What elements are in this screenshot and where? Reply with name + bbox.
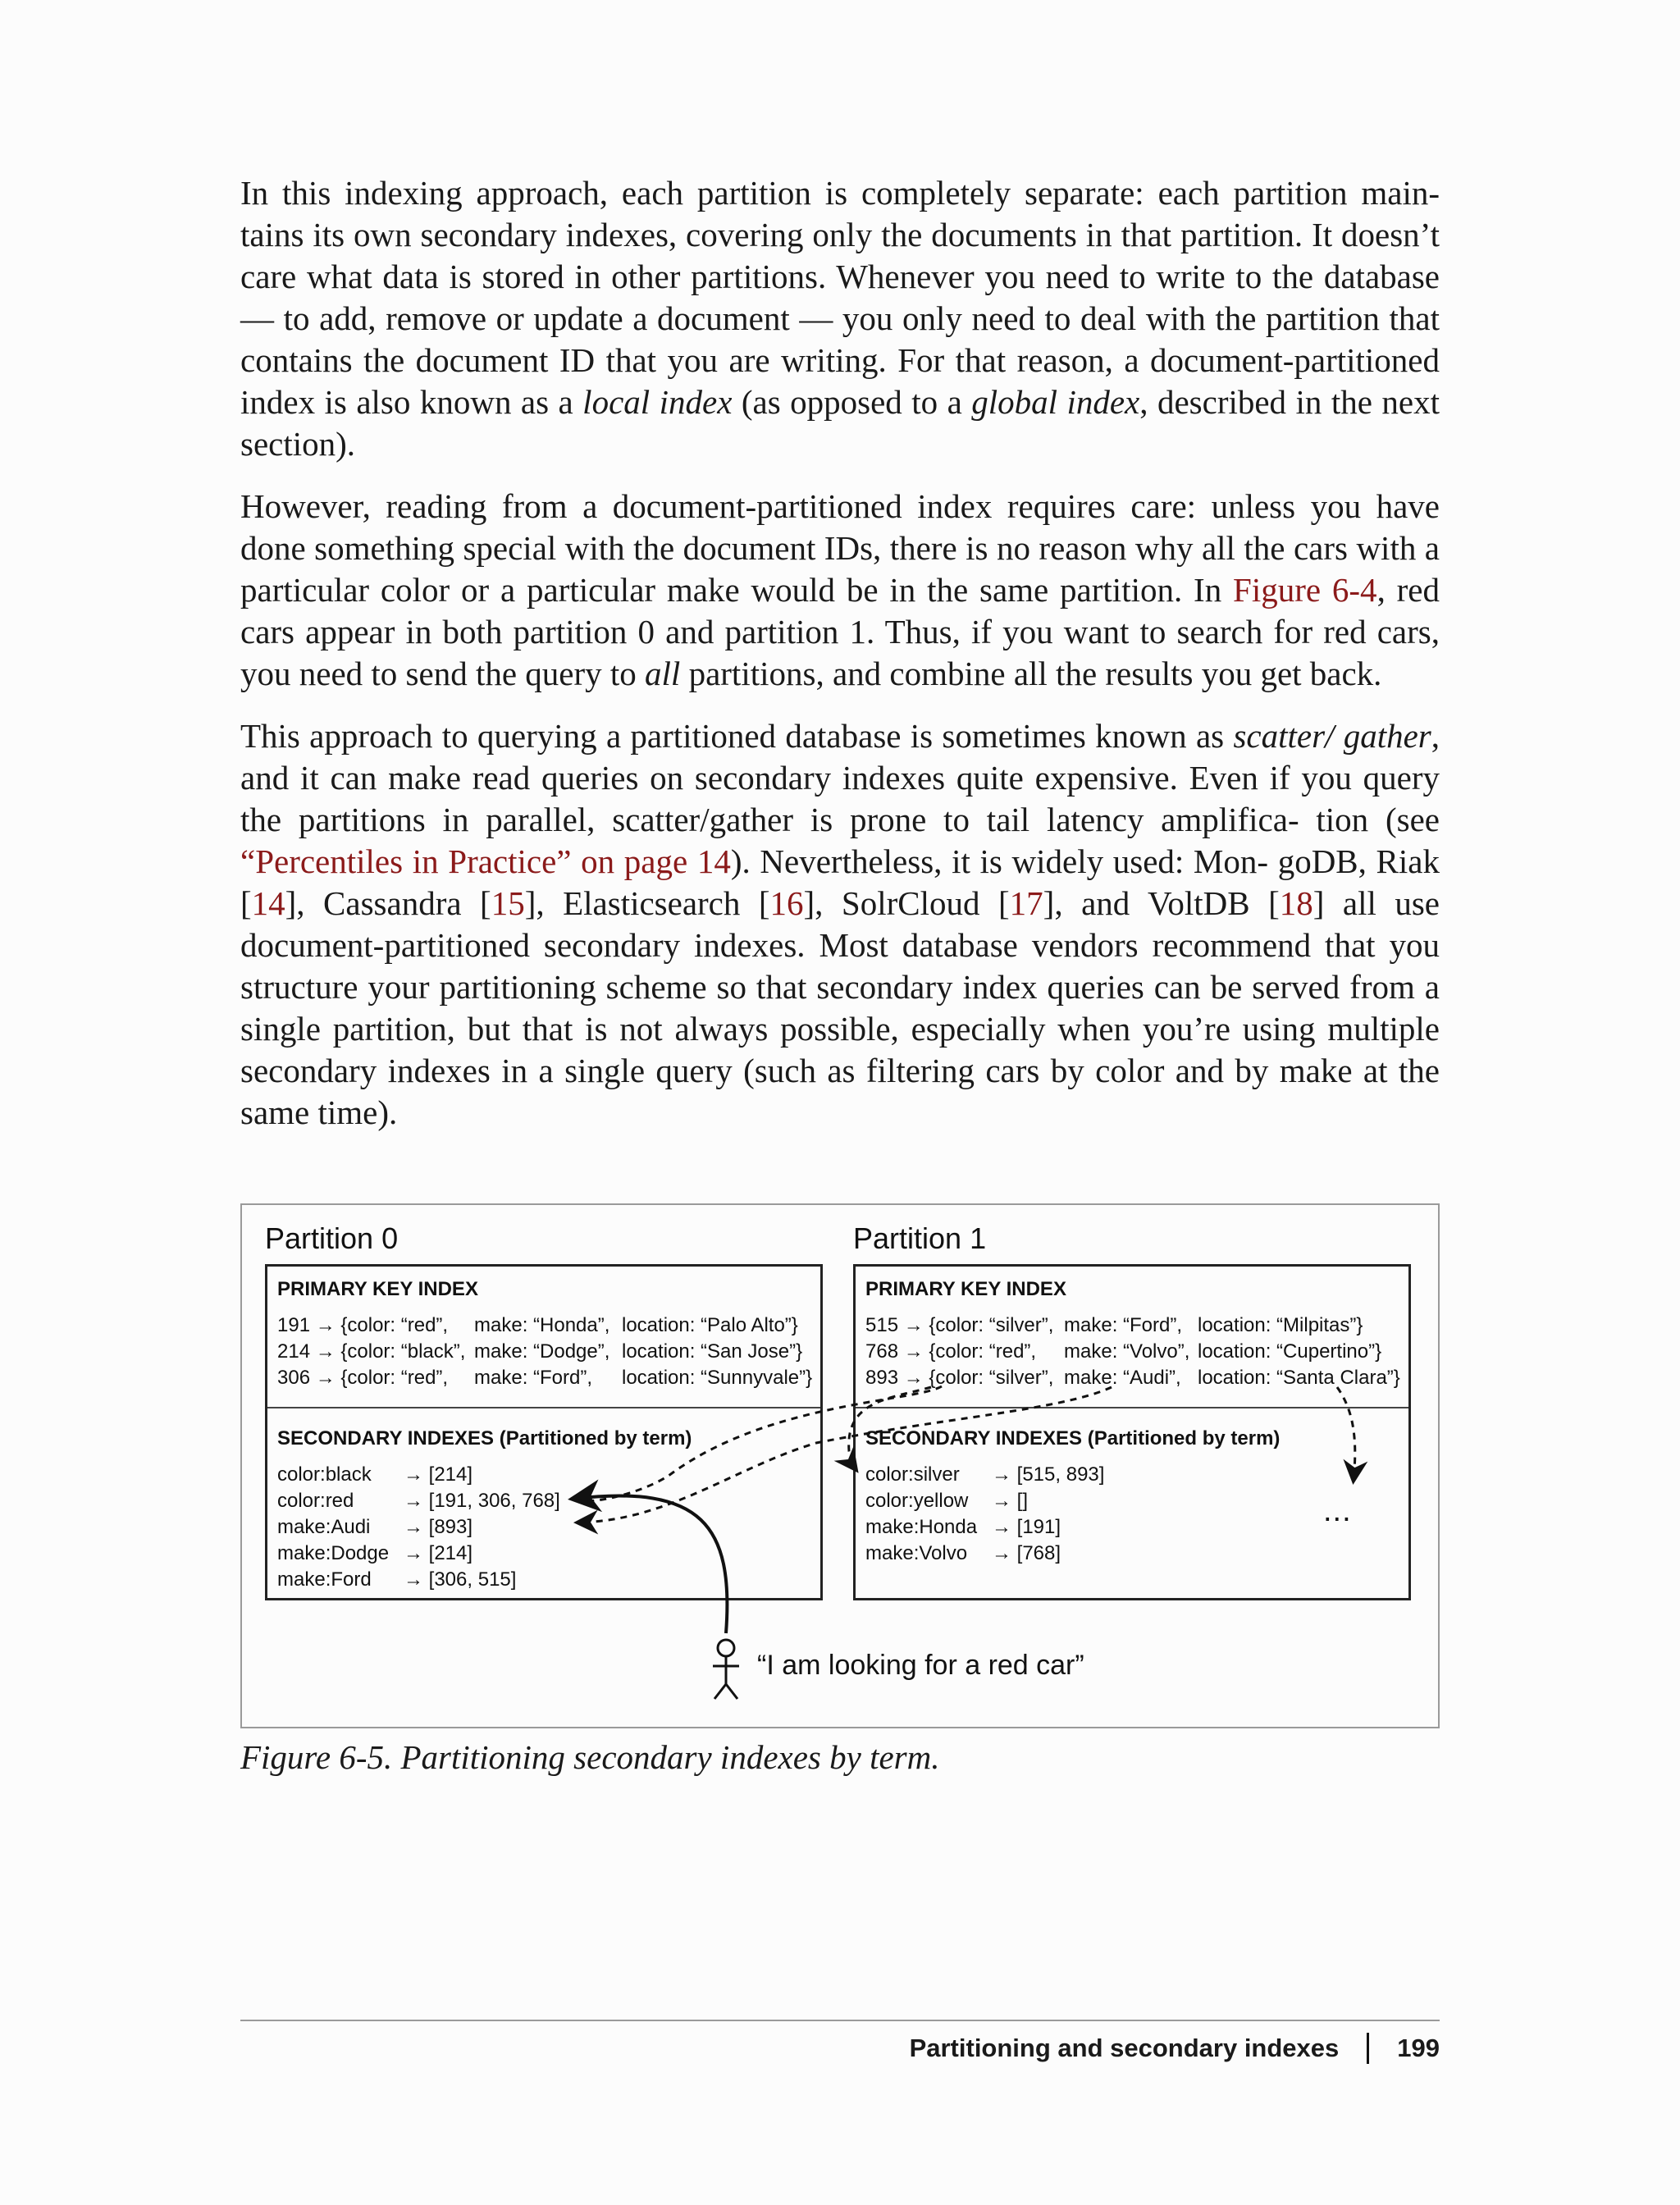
ref-14-link[interactable]: 14 (251, 884, 285, 922)
p1-text-1: In this indexing approach, each partition is completely separate: each partition main- tains its own secondary indexes, covering only the documents in that partition. It doesn’t care what data is stored in other partitions. Whenever you need to write to the database — to add, remove or update a document — you only need to deal with the partition that contains the document ID that you are writing. For that reason, a document-partitioned index is also known as a (240, 174, 1440, 421)
p3-text-4: ], Cassandra [ (285, 884, 491, 922)
ref-16-link[interactable]: 16 (769, 884, 804, 922)
p3-text-6: ], SolrCloud [ (803, 884, 1010, 922)
partition-1-divider (856, 1407, 1408, 1408)
partition-0-title: Partition 0 (265, 1221, 399, 1255)
body-text (240, 172, 1440, 1154)
p1-text-2: (as opposed to a (732, 383, 972, 421)
p2-all: all (645, 655, 681, 692)
ref-15-link[interactable]: 15 (491, 884, 525, 922)
paragraph-2 (240, 486, 1440, 695)
footer-section-title: Partitioning and secondary indexes (909, 2034, 1340, 2062)
partition-0-secondary-heading: SECONDARY INDEXES (Partitioned by term) (277, 1427, 692, 1449)
more-partitions-ellipsis: ... (1323, 1494, 1352, 1528)
p3-text-5: ], Elasticsearch [ (524, 884, 770, 922)
ref-17-link[interactable]: 17 (1009, 884, 1043, 922)
person-icon (713, 1640, 739, 1699)
partition-0-divider (267, 1407, 820, 1408)
partition-1-box: PRIMARY KEY INDEX 515 → {color: “silver”, make: “Ford”, location: “Milpitas”} 768 → {color: “red”, make: “Volvo”, location: “Cupertino”} 893 → {color: “silver”, make: “Audi”, location: “Santa Clara”} SECONDARY INDEXES (Partitioned by term) color:silver → [515, 893] color:yellow → [] make:Honda → [191] make:Volvo → [768] (853, 1264, 1411, 1600)
page-number: 199 (1397, 2034, 1440, 2062)
footer-separator (1367, 2033, 1369, 2064)
p3-text-7: ], and VoltDB [ (1043, 884, 1280, 922)
p1-global-index: global index (971, 383, 1140, 421)
figure-caption: Figure 6-5. Partitioning secondary indexes by term. (240, 1738, 940, 1776)
figure-6-5 (240, 1203, 1440, 1728)
p3-scatter-gather: scatter/ gather (1233, 717, 1431, 755)
p3-text-1: This approach to querying a partitioned database is sometimes known as (240, 717, 1234, 755)
partition-1-secondary-heading: SECONDARY INDEXES (Partitioned by term) (865, 1427, 1281, 1449)
ref-18-link[interactable]: 18 (1279, 884, 1313, 922)
footer-rule (240, 2020, 1440, 2021)
p2-text-1: However, reading from a document-partitioned index requires care: unless you have done something special with the document IDs, there is no reason why all the cars with a particular color or a particular make would be in the same partition. In (240, 487, 1440, 609)
percentiles-link[interactable]: “Percentiles in Practice” on page 14 (240, 842, 731, 880)
partition-0-box: PRIMARY KEY INDEX 191 → {color: “red”, make: “Honda”, location: “Palo Alto”} 214 → {color: “black”, make: “Dodge”, location: “San Jose”} 306 → {color: “red”, make: “Ford”, location: “Sunnyvale”} SECONDARY INDEXES (Partitioned by term) color:black → [214] color:red → [191, 306, 768] make:Audi → [893] make:Dodge → [214] make:Ford → [306, 515] (265, 1264, 823, 1600)
p2-text-2: , red cars appear in both partition 0 and partition 1. Thus, if you want to search for red cars, you need to send the query to (240, 571, 1440, 692)
paragraph-1 (240, 172, 1440, 465)
partition-0-primary-heading: PRIMARY KEY INDEX (277, 1278, 478, 1300)
paragraph-3 (240, 715, 1440, 1134)
p3-text-3: ). Nevertheless, it is widely used: Mon- goDB, Riak [ (240, 842, 1440, 922)
p3-text-8: ] all use document-partitioned secondary indexes. Most database vendors recommend that you structure your partitioning scheme so that secondary index queries can be served from a single partition, but that is not always possible, especially when you’re using multiple secondary indexes in a single query (such as filtering cars by color and by make at the same time). (240, 884, 1440, 1131)
partition-1-title: Partition 1 (853, 1221, 987, 1255)
query-quote: “I am looking for a red car” (757, 1650, 1084, 1681)
p1-text-3: , described in the next section). (240, 383, 1440, 463)
p1-local-index: local index (582, 383, 733, 421)
figure-6-4-link[interactable]: Figure 6-4 (1233, 571, 1377, 609)
partition-1-primary-heading: PRIMARY KEY INDEX (865, 1278, 1066, 1300)
page-footer (910, 2033, 1440, 2064)
p2-text-3: partitions, and combine all the results you get back. (680, 655, 1382, 692)
p3-text-2: , and it can make read queries on secondary indexes quite expensive. Even if you query the partitions in parallel, scatter/gather is prone to tail latency amplifica- tion (see (240, 717, 1440, 838)
